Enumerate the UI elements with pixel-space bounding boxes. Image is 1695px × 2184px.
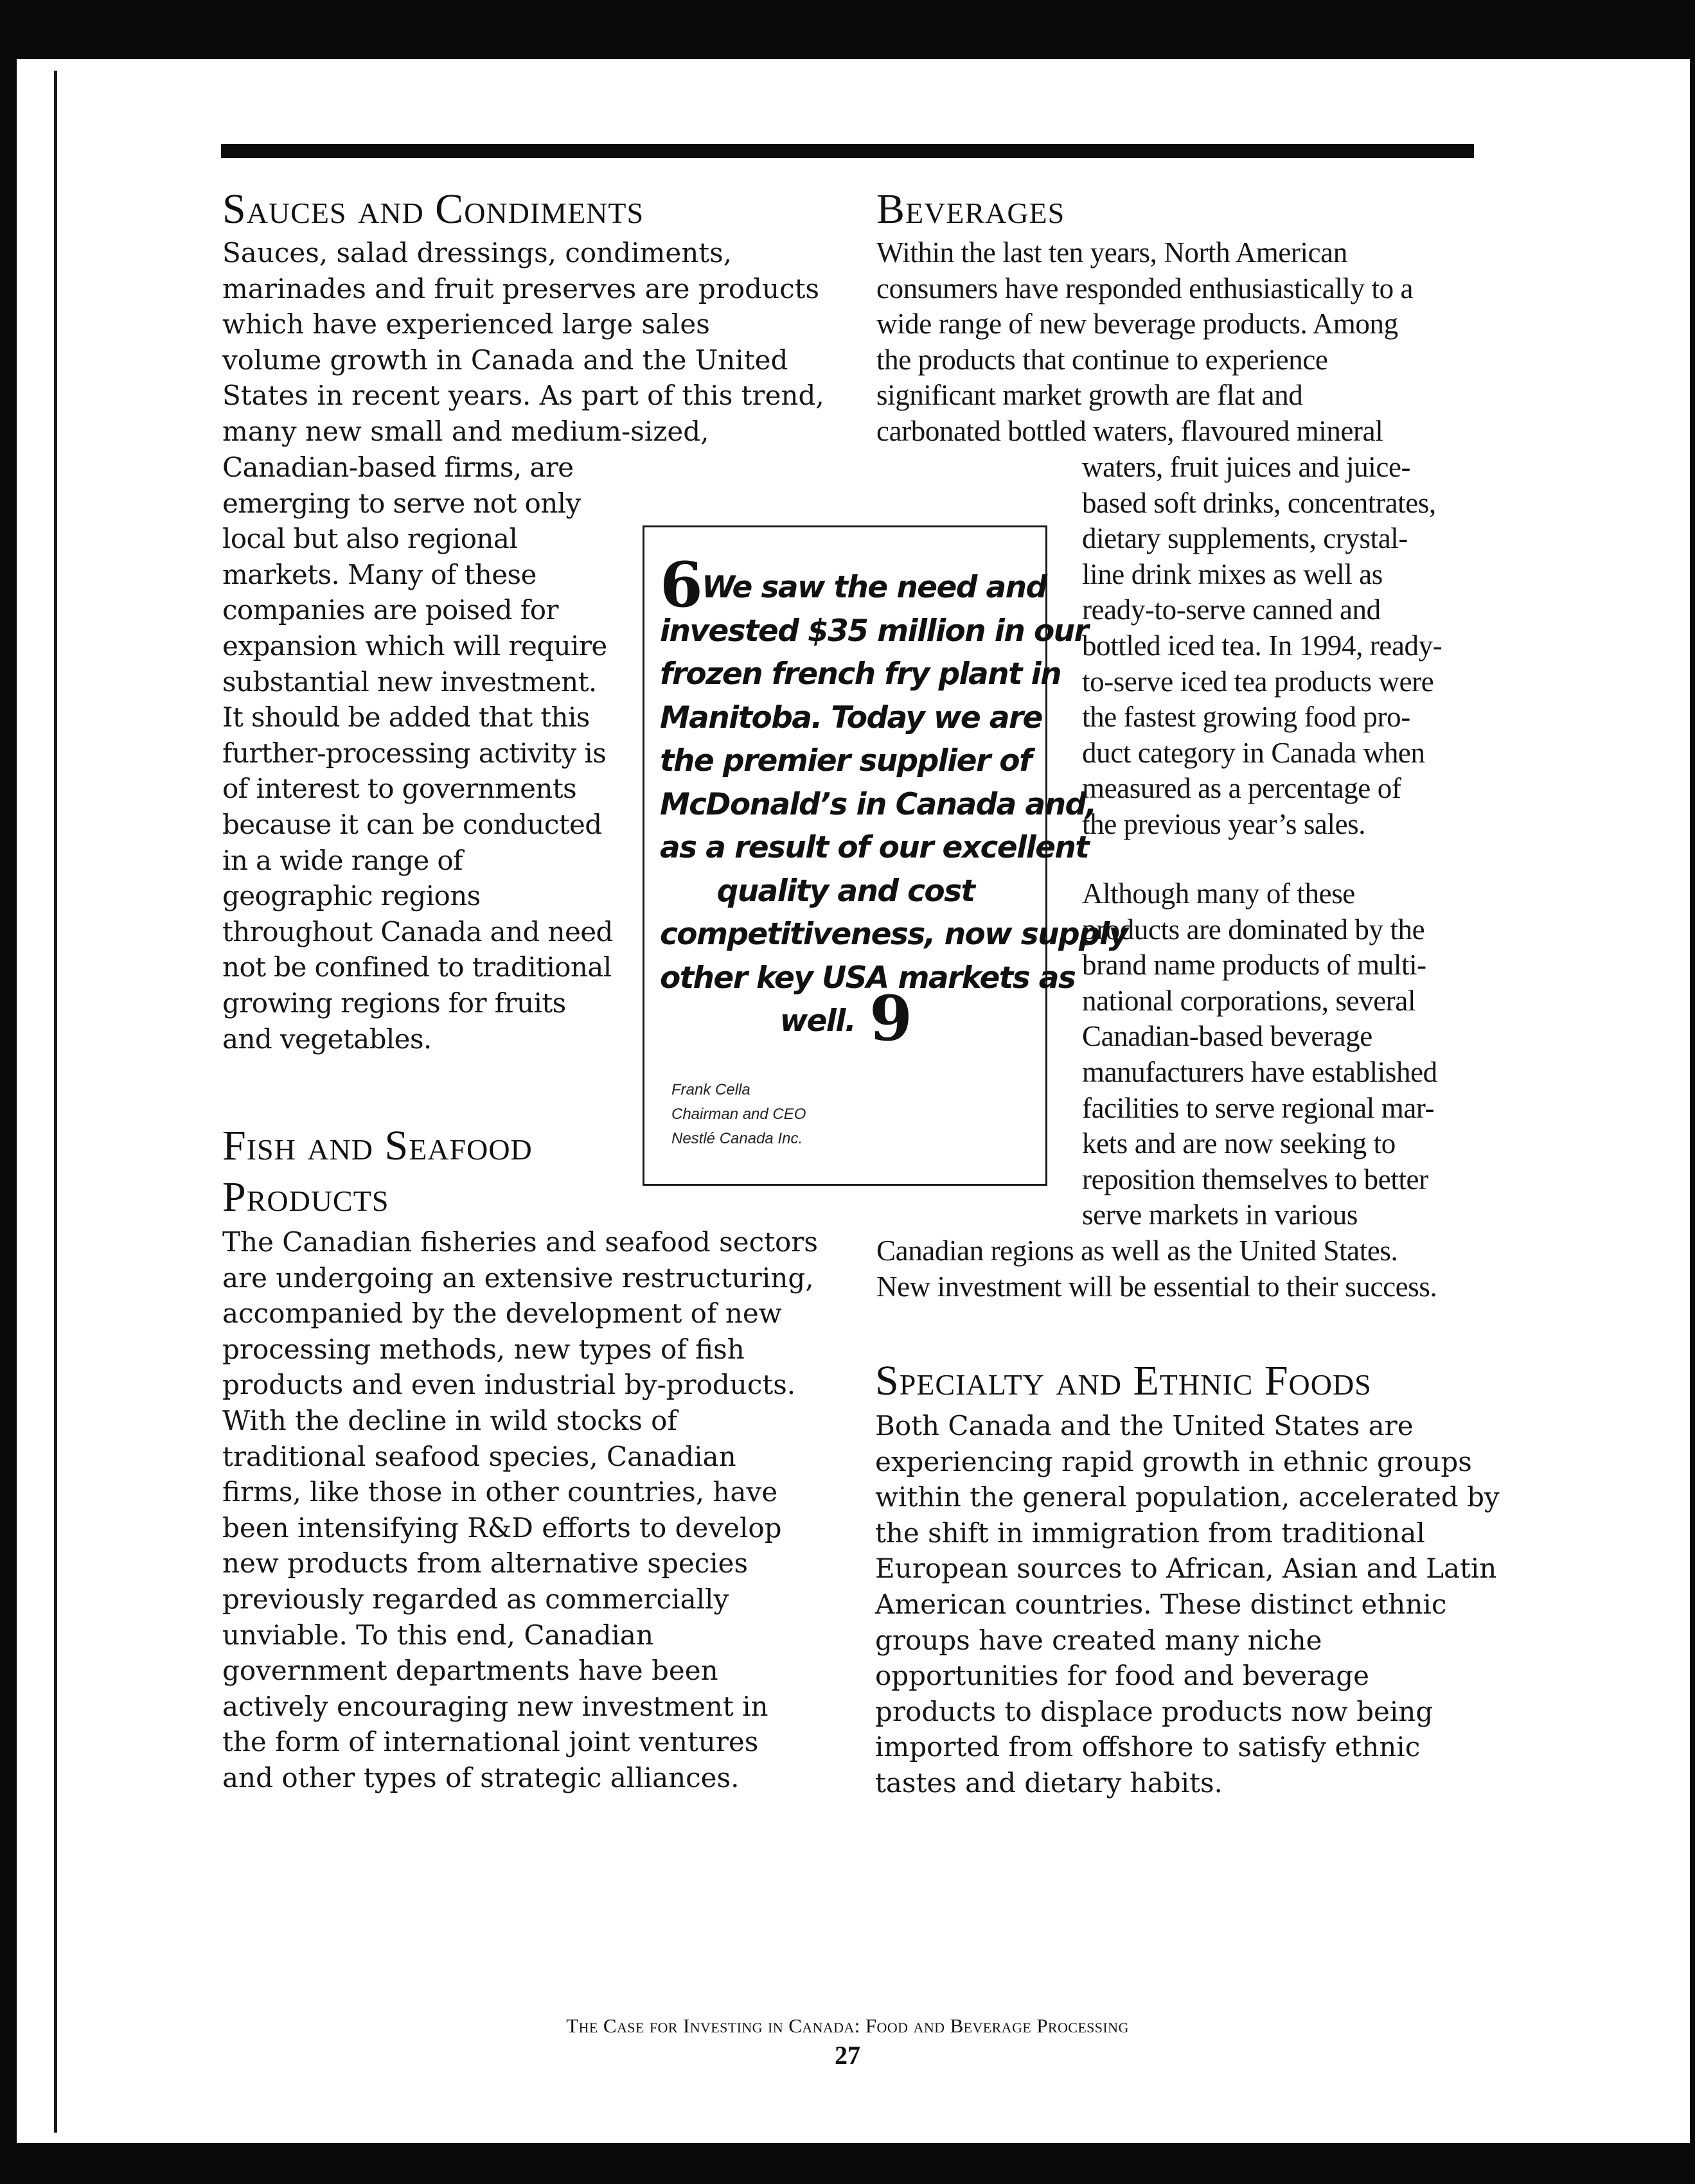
pull-quote-text [660, 549, 1128, 1055]
fish-text-line: actively encouraging new investment in [222, 1690, 768, 1722]
beverages-text-line: the previous year’s sales. [1082, 807, 1366, 840]
pull-quote-line-text: Manitoba. Today we are [660, 700, 1042, 735]
pull-quote-line-text: the premier supplier of [660, 743, 1031, 779]
footer-publication-title: The Case for Investing in Canada: Food and Beverage Processing [566, 2014, 1129, 2037]
pull-quote-line [660, 739, 1031, 783]
specialty-paragraph [875, 1408, 1500, 1801]
specialty-text-line: groups have created many niche [875, 1624, 1322, 1656]
sauces-text-line: It should be added that this [222, 701, 590, 734]
sauces-text-line: in a wide range of [222, 844, 463, 876]
specialty-text-line: products to displace products now being [875, 1695, 1433, 1727]
beverages-text-line: reposition themselves to better [1082, 1163, 1428, 1195]
fish-text-line: government departments have been [222, 1655, 718, 1687]
pull-quote-line [660, 549, 1047, 621]
beverages-text-line: New investment will be essential to their success. [876, 1270, 1437, 1303]
beverages-text-line: brand name products of multi- [1082, 949, 1426, 982]
pull-quote-line-text: quality and cost [716, 873, 975, 909]
sauces-text-line: not be confined to traditional [222, 951, 612, 983]
fish-text-line: are undergoing an extensive restructuring, [222, 1262, 814, 1294]
fish-text-line: With the decline in wild stocks of [222, 1404, 677, 1436]
sauces-paragraph-wide [222, 235, 824, 450]
specialty-text-line: imported from offshore to satisfy ethnic [875, 1731, 1421, 1763]
sauces-text-line: throughout Canada and need [222, 915, 613, 947]
beverages-text-line: products are dominated by the [1082, 913, 1425, 946]
specialty-text-line: within the general population, accelerated by [875, 1481, 1500, 1513]
beverages-text-line: ready-to-serve canned and [1082, 594, 1381, 626]
beverages-text-line: to-serve iced tea products were [1082, 665, 1434, 698]
pull-quote-line-text: frozen french fry plant in [660, 656, 1061, 692]
beverages-text-line: consumers have responded enthusiastically to a [876, 272, 1414, 304]
sauces-text-line: geographic regions [222, 880, 481, 912]
close-quote-mark-icon: 9 [869, 982, 912, 1055]
beverages-text-line: wide range of new beverage products. Among [876, 308, 1398, 340]
beverages-text-line: facilities to serve regional mar- [1082, 1091, 1435, 1124]
sauces-text-line: further-processing activity is [222, 737, 607, 769]
sauces-text-line: growing regions for fruits [222, 987, 566, 1019]
specialty-text-line: Both Canada and the United States are [875, 1410, 1414, 1441]
beverages-text-line: duct category in Canada when [1082, 736, 1425, 769]
beverages-paragraph-2-wide [876, 1233, 1474, 1305]
beverages-text-line: significant market growth are flat and [876, 379, 1303, 412]
open-quote-mark-icon: 6 [660, 549, 702, 621]
beverages-text-line: line drink mixes as well as [1082, 558, 1383, 590]
quote-author-title: Chairman and CEO [671, 1105, 806, 1123]
fish-text-line: new products from alternative species [222, 1547, 749, 1580]
sauces-text-line: many new small and medium-sized, [222, 415, 709, 447]
beverages-text-line: Canadian-based beverage [1082, 1020, 1372, 1053]
pull-quote-line [660, 783, 1096, 827]
beverages-text-line: Within the last ten years, North American [876, 236, 1347, 269]
fish-text-line: and other types of strategic alliances. [222, 1761, 740, 1793]
sauces-text-line: Canadian-based firms, are [222, 452, 574, 483]
beverages-text-line: kets and are now seeking to [1082, 1127, 1396, 1160]
beverages-text-line: Although many of these [1082, 877, 1355, 910]
specialty-text-line: the shift in immigration from traditional [875, 1517, 1425, 1549]
scan-bottom-border [0, 2143, 1695, 2184]
beverages-text-line: based soft drinks, concentrates, [1082, 486, 1436, 519]
beverages-text-line: national corporations, several [1082, 984, 1416, 1017]
fish-text-line: unviable. To this end, Canadian [222, 1619, 653, 1651]
sauces-text-line: because it can be conducted [222, 808, 602, 840]
pull-quote-line [660, 610, 1088, 653]
fish-text-line: been intensifying R&D efforts to develop [222, 1511, 782, 1544]
sauces-text-line: and vegetables. [222, 1023, 432, 1055]
pull-quote-line-text: invested $35 million in our [660, 613, 1088, 649]
pull-quote-line [660, 913, 1128, 956]
pull-quote-box [643, 525, 1128, 1186]
fish-heading-line-1: Fish and Seafood [222, 1122, 533, 1169]
specialty-text-line: American countries. These distinct ethnic [875, 1588, 1447, 1620]
sauces-text-line: States in recent years. As part of this trend, [222, 380, 824, 412]
specialty-text-line: opportunities for food and beverage [875, 1660, 1370, 1692]
pull-quote-line-text: well. [779, 1003, 856, 1039]
beverages-text-line: serve markets in various [1082, 1199, 1358, 1231]
quote-author-company: Nestlé Canada Inc. [671, 1130, 803, 1147]
fish-text-line: previously regarded as commercially [222, 1583, 729, 1615]
sauces-text-line: marinades and fruit preserves are products [222, 272, 820, 304]
fish-text-line: accompanied by the development of new [222, 1298, 782, 1330]
beverages-paragraph-narrow [1082, 450, 1474, 843]
beverages-text-line: dietary supplements, crystal- [1082, 522, 1408, 555]
beverages-text-line: carbonated bottled waters, flavoured mineral [876, 414, 1383, 447]
fish-text-line: traditional seafood species, Canadian [222, 1440, 736, 1472]
pull-quote-line [660, 956, 1076, 1000]
beverages-text-line: the fastest growing food pro- [1082, 701, 1410, 734]
pull-quote-line-text: competitiveness, now supply [660, 917, 1128, 952]
sauces-text-line: Sauces, salad dressings, condiments, [222, 237, 732, 269]
beverages-text-line: the products that continue to experience [876, 343, 1328, 376]
fish-text-line: the form of international joint ventures [222, 1726, 759, 1758]
binding-line [54, 71, 57, 2133]
scan-right-border [1690, 59, 1695, 2143]
sauces-paragraph-narrow [222, 450, 634, 1057]
sauces-text-line: expansion which will require [222, 630, 607, 662]
pull-quote-line-text: other key USA markets as [660, 960, 1076, 996]
quote-author-name: Frank Cella [671, 1081, 750, 1098]
pull-quote-line [660, 653, 1061, 696]
fish-paragraph [222, 1224, 826, 1796]
specialty-text-line: experiencing rapid growth in ethnic groups [875, 1445, 1472, 1477]
sauces-heading: Sauces and Condiments [222, 186, 644, 233]
beverages-heading: Beverages [876, 186, 1065, 233]
pull-quote-line [660, 870, 1031, 913]
pull-quote-line-text: as a result of our excellent [660, 830, 1089, 865]
beverages-text-line: manufacturers have established [1082, 1055, 1437, 1088]
top-rule [221, 144, 1474, 158]
fish-text-line: The Canadian fisheries and seafood sectors [222, 1226, 818, 1258]
fish-text-line: processing methods, new types of fish [222, 1333, 745, 1365]
pull-quote-line [660, 826, 1089, 870]
sauces-text-line: local but also regional [222, 523, 518, 555]
pull-quote-line-text: McDonald’s in Canada and, [660, 786, 1096, 822]
sauces-text-line: of interest to governments [222, 773, 577, 805]
beverages-text-line: waters, fruit juices and juice- [1082, 451, 1411, 483]
sauces-text-line: emerging to serve not only [222, 487, 581, 519]
beverages-paragraph-2-narrow [1082, 876, 1474, 1233]
fish-text-line: products and even industrial by-products. [222, 1369, 796, 1401]
fish-text-line: firms, like those in other countries, have [222, 1476, 778, 1508]
fish-heading-line-2: Products [222, 1174, 389, 1220]
scan-top-border [0, 0, 1695, 59]
beverages-text-line: bottled iced tea. In 1994, ready- [1082, 629, 1442, 662]
pull-quote-line-text: We saw the need and [702, 570, 1047, 605]
specialty-text-line: European sources to African, Asian and Latin [875, 1553, 1497, 1585]
beverages-text-line: measured as a percentage of [1082, 772, 1401, 805]
beverages-text-line: Canadian regions as well as the United States. [876, 1235, 1398, 1267]
sauces-text-line: volume growth in Canada and the United [222, 344, 788, 376]
scan-left-border [0, 59, 17, 2143]
beverages-paragraph-wide [876, 235, 1474, 450]
sauces-text-line: substantial new investment. [222, 665, 597, 698]
sauces-text-line: which have experienced large sales [222, 308, 710, 340]
specialty-text-line: tastes and dietary habits. [875, 1766, 1223, 1799]
page-number: 27 [835, 2041, 860, 2070]
pull-quote-line [660, 982, 1031, 1055]
sauces-text-line: companies are poised for [222, 594, 558, 626]
sauces-text-line: markets. Many of these [222, 558, 537, 590]
specialty-heading: Specialty and Ethnic Foods [875, 1357, 1372, 1404]
pull-quote-line [660, 696, 1042, 740]
